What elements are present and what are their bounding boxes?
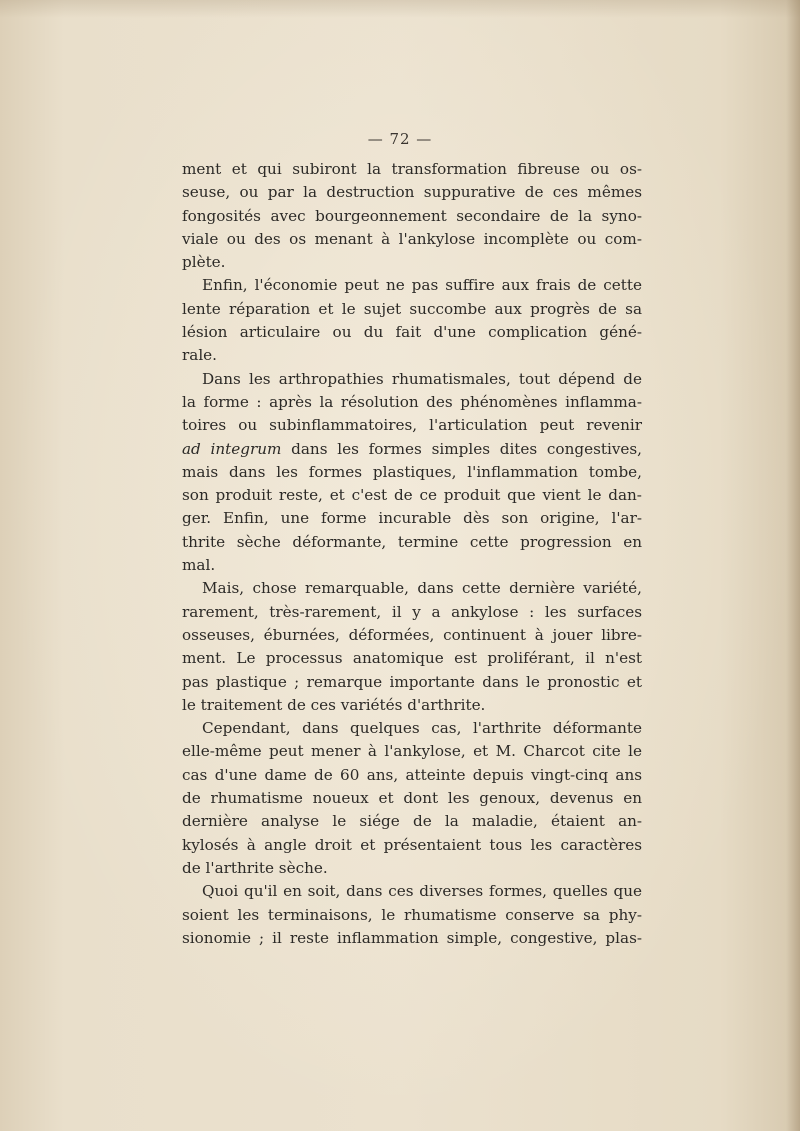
text-line: ment. Le processus anatomique est proliférant, il n'est — [182, 649, 642, 668]
body-text — [182, 158, 642, 950]
text-line: mal. — [182, 556, 216, 575]
text-line: dernière analyse le siége de la maladie, étaient an- — [182, 812, 643, 831]
text-line: viale ou des os menant à l'ankylose incomplète ou com- — [182, 229, 642, 248]
text-line: la forme : après la résolution des phénomènes inflamma- — [182, 392, 642, 411]
text-line: osseuses, éburnées, déformées, continuent à jouer libre- — [182, 625, 643, 644]
page-top-shadow — [0, 0, 800, 18]
page-right-edge-shadow — [786, 0, 800, 1131]
page-number: — 72 — — [367, 130, 433, 148]
text-line: Quoi qu'il en soit, dans ces diverses formes, quelles que — [202, 882, 642, 901]
text-line: Dans les arthropathies rhumatismales, tout dépend de — [202, 369, 643, 388]
text-line: cas d'une dame de 60 ans, atteinte depuis vingt-cinq ans — [182, 765, 643, 784]
text-segment: dans les formes simples dites congestives, — [281, 439, 643, 458]
text-line: Enfin, l'économie peut ne pas suffire aux frais de cette — [202, 276, 642, 295]
text-line: seuse, ou par la destruction suppurative de ces mêmes — [182, 183, 643, 202]
text-line: mais dans les formes plastiques, l'inflammation tombe, — [182, 462, 642, 481]
text-line: ger. Enfin, une forme incurable dès son origine, l'ar- — [182, 509, 642, 528]
text-line: soient les terminaisons, le rhumatisme conserve sa phy- — [182, 905, 642, 924]
text-line: plète. — [182, 253, 226, 272]
text-line: sionomie ; il reste inflammation simple, congestive, plas- — [182, 928, 642, 947]
text-line: elle-même peut mener à l'ankylose, et M. Charcot cite le — [182, 742, 643, 761]
text-line: fongosités avec bourgeonnement secondaire de la syno- — [182, 206, 642, 225]
text-line: lésion articulaire ou du fait d'une complication géné- — [182, 323, 643, 342]
text-line: pas plastique ; remarque importante dans le pronostic et — [182, 672, 642, 691]
text-line: de l'arthrite sèche. — [182, 858, 328, 877]
text-line: toires ou subinflammatoires, l'articulation peut revenir — [182, 416, 642, 435]
text-line: de rhumatisme noueux et dont les genoux, devenus en — [182, 789, 643, 808]
text-line: kylosés à angle droit et présentaient tous les caractères — [182, 835, 643, 854]
text-line: le traitement de ces variétés d'arthrite. — [182, 695, 486, 714]
italic-phrase: ad integrum — [182, 439, 282, 458]
text-line: Cependant, dans quelques cas, l'arthrite déformante — [202, 719, 642, 738]
text-line: thrite sèche déformante, termine cette progression en — [182, 532, 642, 551]
text-line — [182, 438, 642, 461]
text-line: Mais, chose remarquable, dans cette dernière variété, — [202, 579, 642, 598]
text-line: rarement, très-rarement, il y a ankylose : les surfaces — [182, 602, 643, 621]
text-line: lente réparation et le sujet succombe aux progrès de sa — [182, 299, 642, 318]
text-line: son produit reste, et c'est de ce produit que vient le dan- — [182, 486, 642, 505]
text-line: rale. — [182, 346, 217, 365]
text-line: ment et qui subiront la transformation fibreuse ou os- — [182, 160, 642, 178]
